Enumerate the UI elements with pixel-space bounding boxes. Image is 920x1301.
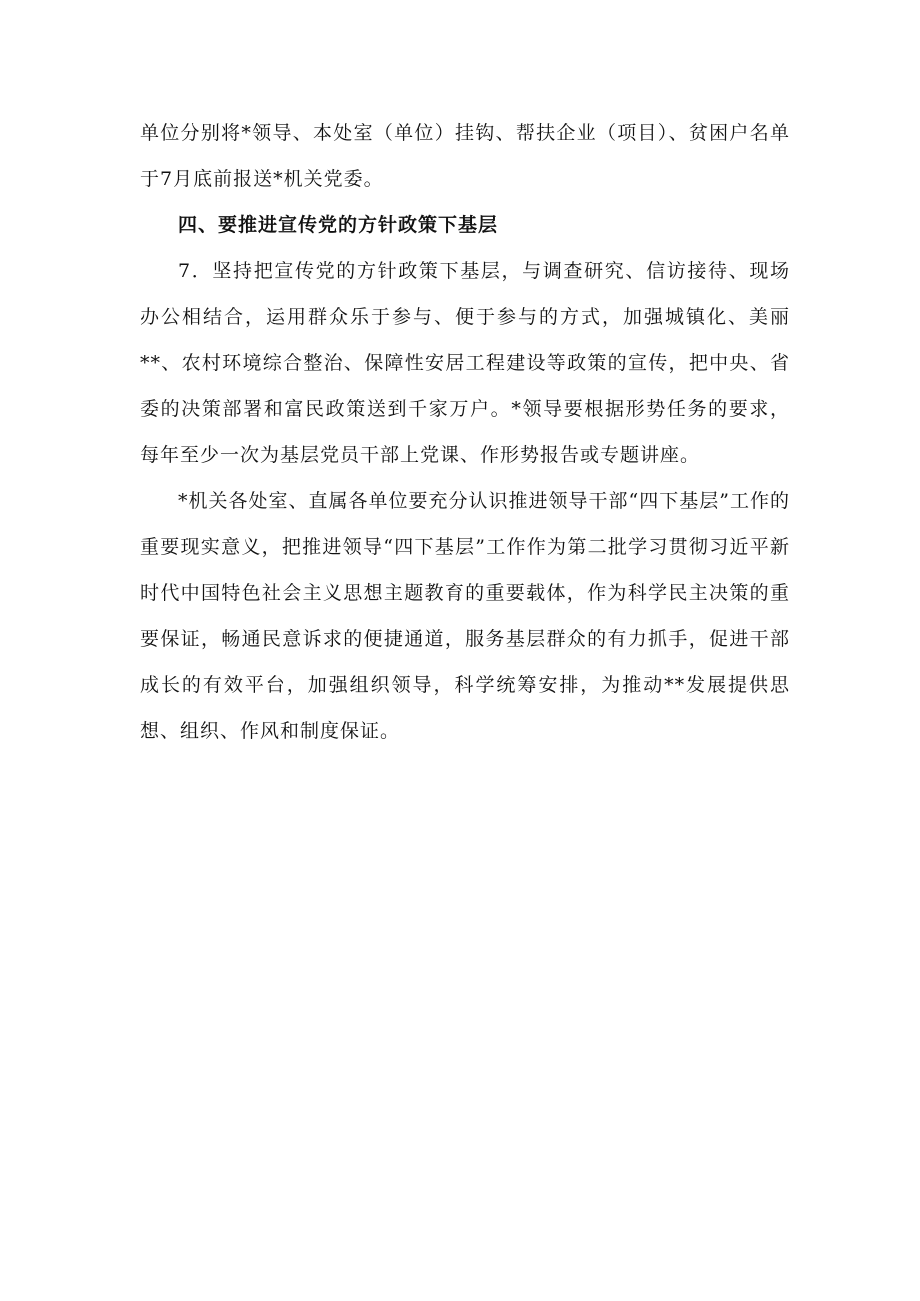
paragraph-continued: 单位分别将*领导、本处室（单位）挂钩、帮扶企业（项目）、贫困户名单于7月底前报送*机关党委。 — [140, 122, 790, 190]
paragraph-item-7: 7．坚持把宣传党的方针政策下基层，与调查研究、信访接待、现场办公相结合，运用群众乐于参与、便于参与的方式，加强城镇化、美丽**、农村环境综合整治、保障性安居工程建设等政策的宣传，把中央、省委的决策部署和富民政策送到千家万户。*领导要根据形势任务的要求，每年至少一次为基层党员干部上党课、作形势报告或专题讲座。 — [140, 260, 790, 466]
document-body — [140, 110, 790, 754]
section-heading: 四、要推进宣传党的方针政策下基层 — [178, 214, 499, 236]
paragraph-closing: *机关各处室、直属各单位要充分认识推进领导干部“四下基层”工作的重要现实意义，把推进领导“四下基层”工作作为第二批学习贯彻习近平新时代中国特色社会主义思想主题教育的重要载体，作为科学民主决策的重要保证，畅通民意诉求的便捷通道，服务基层群众的有力抓手，促进干部成长的有效平台，加强组织领导，科学统筹安排，为推动**发展提供思想、组织、作风和制度保证。 — [140, 490, 790, 742]
